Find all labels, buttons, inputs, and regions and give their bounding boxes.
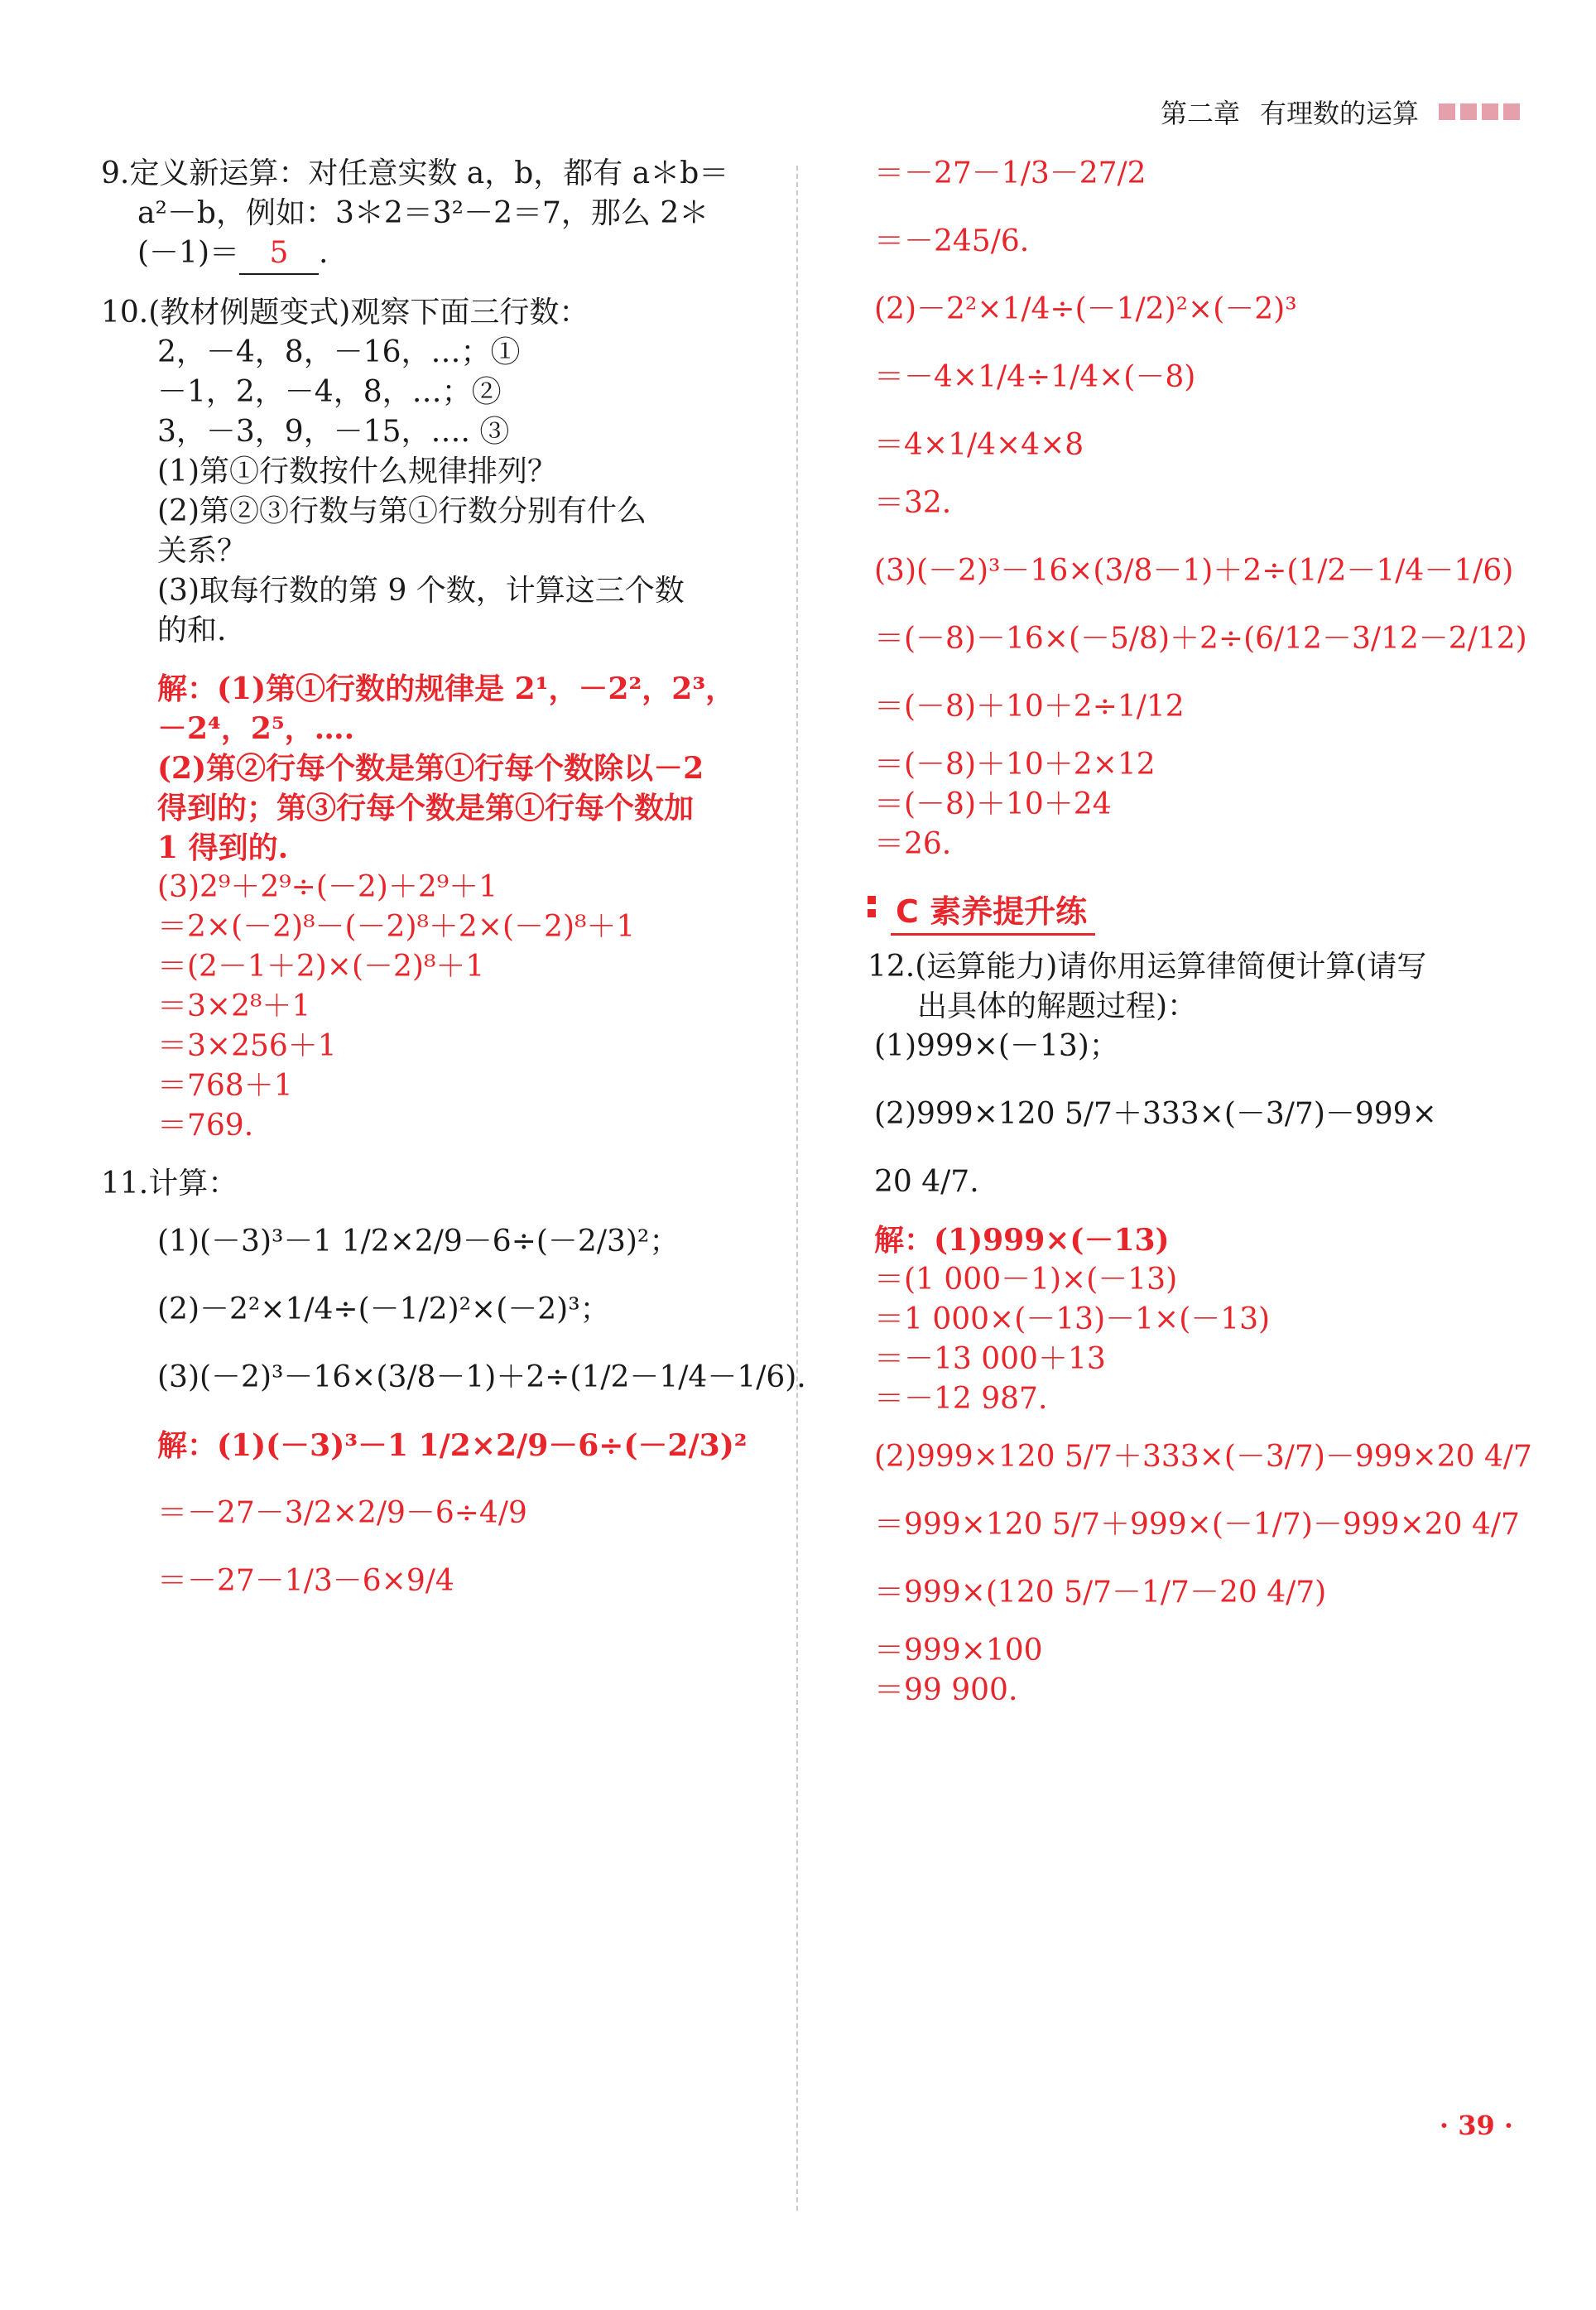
spacer [868,1202,1530,1220]
solution-line: 解：(1)999×(－13) [874,1223,1170,1258]
solution-line: ＝769. [157,1109,254,1143]
solution-line: ＝999×100 [874,1634,1043,1668]
solution-line: ＝1 000×(－13)－1×(－13) [874,1302,1271,1336]
q10-title: 10.(教材例题变式)观察下面三行数： [101,296,589,330]
solution-line: ＝99 900. [874,1673,1018,1707]
q9-line: a²－b，例如：3＊2＝3²－2＝7，那么 2＊ [137,196,709,230]
q10-row-3: 3，－3，9，－15，…. ③ [157,415,510,449]
solution-line: ＝－13 000＋13 [874,1342,1106,1376]
solution-line: (3)2⁹＋2⁹÷(－2)＋2⁹＋1 [157,870,498,904]
spacer [868,591,1530,619]
q10-part-2-cont: 关系？ [157,534,248,568]
solution-line: (3)(－2)³－16×(3/8－1)＋2÷(1/2－1/4－1/6) [874,554,1514,588]
solution-line: ＝3×2⁸＋1 [157,989,311,1023]
solution-line: 1 得到的. [157,830,289,865]
right-column [868,154,1530,1711]
solution-line: ＝－27－3/2×2/9－6÷4/9 [157,1496,527,1530]
spacer [101,1330,772,1358]
solution-line: ＝(－8)＋10＋24 [874,787,1112,821]
question-11 [101,1164,806,1398]
spacer [868,1066,1530,1095]
spacer [101,1204,772,1222]
q10-part-3-cont: 的和. [157,614,227,647]
solution-line: ＝768＋1 [157,1069,293,1103]
spacer [101,1533,772,1562]
solution-line: ＝32. [874,486,952,520]
spacer [101,651,772,669]
q10-part-2: (2)第②③行数与第①行数分别有什么 [157,494,647,528]
spacer [868,1545,1530,1573]
q9-line: 9.定义新运算：对任意实数 a，b，都有 a＊b＝ [101,156,729,190]
solution-line: 解：(1)(－3)³－1 1/2×2/9－6÷(－2/3)² [157,1428,748,1463]
solution-line: ＝－27－1/3－6×9/4 [157,1564,454,1598]
spacer [868,1419,1530,1437]
solution-line: ＝999×(120 5/7－1/7－20 4/7) [874,1576,1327,1610]
question-12-solution [868,1220,1530,1711]
q10-part-3: (3)取每行数的第 9 个数，计算这三个数 [157,574,685,608]
section-marker-icon [868,896,879,926]
q10-part-1: (1)第①行数按什么规律排列？ [157,455,557,488]
solution-line: ＝－245/6. [874,224,1030,258]
spacer [868,397,1530,426]
header-decoration [1439,103,1520,120]
solution-line: ＝(－8)＋10＋2÷1/12 [874,690,1185,724]
question-12 [868,947,1530,1202]
spacer [101,1262,772,1290]
spacer [868,1613,1530,1631]
spacer [868,1477,1530,1505]
q9-text: (－1)＝ [137,236,239,270]
solution-line: (2)－2²×1/4÷(－1/2)²×(－2)³ [874,292,1297,326]
q10-row-2: －1，2，－4，8，…；② [157,375,502,409]
solution-line: (2)第②行每个数是第①行每个数除以－2 [157,751,704,786]
question-9 [101,154,772,275]
solution-line: ＝999×120 5/7＋999×(－1/7)－999×20 4/7 [874,1508,1520,1542]
section-title: C 素养提升练 [891,886,1095,936]
solution-line: ＝26. [874,827,952,861]
q11-part-2: (2)－2²×1/4÷(－1/2)²×(－2)³； [157,1292,610,1326]
column-divider [796,166,798,2211]
solution-line: 得到的；第③行每个数是第①行每个数加 [157,791,695,825]
q12-title: 12.(运算能力)请你用运算律简便计算(请写 [868,950,1427,984]
question-10 [101,293,772,651]
solution-line: (2)999×120 5/7＋333×(－3/7)－999×20 4/7 [874,1440,1532,1474]
chapter-label: 第二章 [1160,98,1240,129]
q11-part-1: (1)(－3)³－1 1/2×2/9－6÷(－2/3)²； [157,1225,680,1258]
q11-part-3: (3)(－2)³－16×(3/8－1)＋2÷(1/2－1/4－1/6). [157,1360,806,1394]
solution-line: 解：(1)第①行数的规律是 2¹，－2²，2³， [157,671,736,706]
q9-answer-blank: 5 [239,233,319,275]
spacer [101,1146,772,1164]
solution-line: ＝(－8)＋10＋2×12 [874,748,1156,782]
spacer [868,523,1530,551]
question-11-solution [101,1426,772,1601]
spacer [868,1134,1530,1162]
spacer [868,194,1530,222]
q12-part-2-cont: 20 4/7. [874,1165,979,1199]
solution-line: ＝(－8)－16×(－5/8)＋2÷(6/12－3/12－2/12) [874,622,1527,656]
question-11-solution-continued [868,154,1530,864]
solution-line: ＝－12 987. [874,1382,1048,1416]
spacer [101,1398,772,1426]
page-number: · 39 · [1439,2110,1513,2141]
solution-line: ＝－4×1/4÷1/4×(－8) [874,360,1196,394]
q12-part-2: (2)999×120 5/7＋333×(－3/7)－999× [874,1097,1437,1131]
spacer [868,727,1530,745]
section-heading [868,886,1530,936]
solution-line: ＝(1 000－1)×(－13) [874,1263,1178,1297]
q12-title-cont: 出具体的解题过程)： [917,989,1198,1023]
solution-line: －2⁴，2⁵，…. [157,711,355,746]
q10-row-1: 2，－4，8，－16，…；① [157,335,521,369]
left-column [101,154,806,1601]
q9-line [101,233,772,275]
solution-line: ＝3×256＋1 [157,1029,337,1063]
spacer [101,1465,772,1494]
page-header [1161,93,1520,131]
solution-line: ＝(2－1＋2)×(－2)⁸＋1 [157,950,485,984]
q11-title: 11.计算： [101,1167,238,1201]
spacer [868,262,1530,290]
q9-period: . [319,236,329,270]
spacer [868,659,1530,687]
q12-part-1: (1)999×(－13)； [874,1029,1119,1063]
chapter-title: 有理数的运算 [1259,98,1419,129]
solution-line: ＝2×(－2)⁸－(－2)⁸＋2×(－2)⁸＋1 [157,910,636,944]
solution-line: ＝4×1/4×4×8 [874,428,1084,462]
spacer [101,275,772,293]
question-10-solution [101,669,772,1146]
spacer [868,330,1530,358]
solution-line: ＝－27－1/3－27/2 [874,156,1147,190]
spacer [868,465,1530,484]
